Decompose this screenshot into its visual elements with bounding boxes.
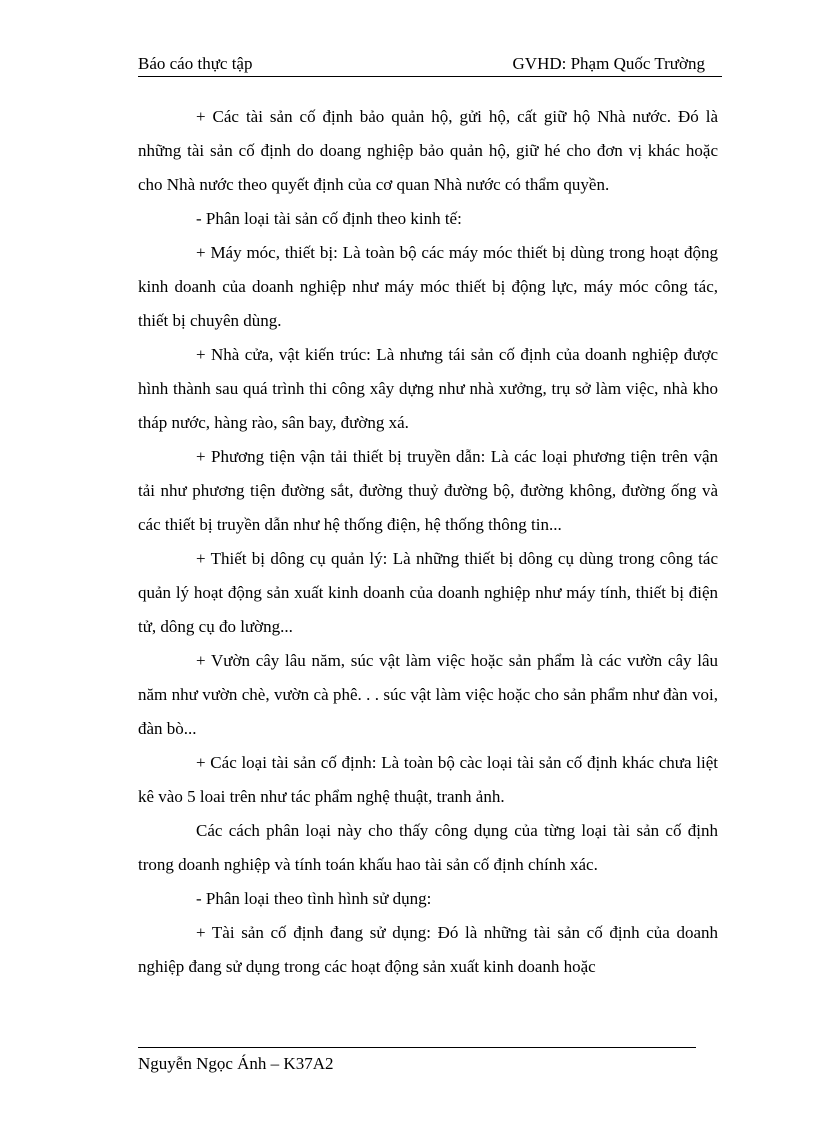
paragraph-8: + Các loại tài sản cố định: Là toàn bộ càc loại tài sản cố định khác chưa liệt kê vào 5 loai trên như tác phẩm nghệ thuật, tranh ảnh.	[138, 753, 718, 806]
paragraph-9: Các cách phân loại này cho thấy công dụng của từng loại tài sản cố định trong doanh nghiệp và tính toán khấu hao tài sản cố định chính xác.	[138, 821, 718, 874]
paragraph-6: + Thiết bị dông cụ quản lý: Là những thiết bị dông cụ dùng trong công tác quản lý hoạt động sản xuất kinh doanh của doanh nghiệp như máy tính, thiết bị điện tử, dông cụ đo lường...	[138, 549, 718, 636]
report-title: Báo cáo thực tập	[138, 54, 253, 73]
page-header	[138, 52, 720, 76]
footer-divider	[138, 1047, 696, 1048]
author-footer: Nguyễn Ngọc Ánh – K37A2	[138, 1054, 334, 1073]
paragraph-7: + Vườn cây lâu năm, súc vật làm việc hoặc sản phẩm là các vườn cây lâu năm như vườn chè, vườn cà phê. . . súc vật làm việc hoặc cho sản phẩm như đàn voi, đàn bò...	[138, 651, 718, 738]
paragraph-3: + Máy móc, thiết bị: Là toàn bộ các máy móc thiết bị dùng trong hoạt động kinh doanh của doanh nghiệp như máy móc thiết bị động lực, máy móc công tác, thiết bị chuyên dùng.	[138, 243, 718, 330]
paragraph-10: - Phân loại theo tình hình sử dụng:	[196, 889, 432, 908]
paragraph-2: - Phân loại tài sản cố định theo kinh tế:	[196, 209, 462, 228]
paragraph-1: + Các tài sản cố định bảo quản hộ, gửi hộ, cất giữ hộ Nhà nước. Đó là những tài sản cố định do doang nghiệp bảo quản hộ, giữ hé cho đơn vị khác hoặc cho Nhà nước theo quyết định của cơ quan Nhà nước có thẩm quyền.	[138, 107, 718, 194]
page-body	[138, 100, 718, 984]
paragraph-11: + Tài sản cố định đang sử dụng: Đó là những tài sản cố định của doanh nghiệp đang sử dụng trong các hoạt động sản xuất kinh doanh hoặc	[138, 923, 718, 976]
paragraph-5: + Phương tiện vận tải thiết bị truyền dẫn: Là các loại phương tiện trên vận tải như phương tiện đường sắt, đường thuỷ đường bộ, đường không, đường ống và các thiết bị truyền dẫn như hệ thống điện, hệ thống thông tin...	[138, 447, 718, 534]
supervisor-name: GVHD: Phạm Quốc Trường	[512, 54, 705, 73]
header-divider	[138, 76, 722, 77]
paragraph-4: + Nhà cửa, vật kiến trúc: Là nhưng tái sản cố định của doanh nghiệp được hình thành sau quá trình thi công xây dựng như nhà xưởng, trụ sở làm việc, nhà kho tháp nước, hàng rào, sân bay, đường xá.	[138, 345, 718, 432]
